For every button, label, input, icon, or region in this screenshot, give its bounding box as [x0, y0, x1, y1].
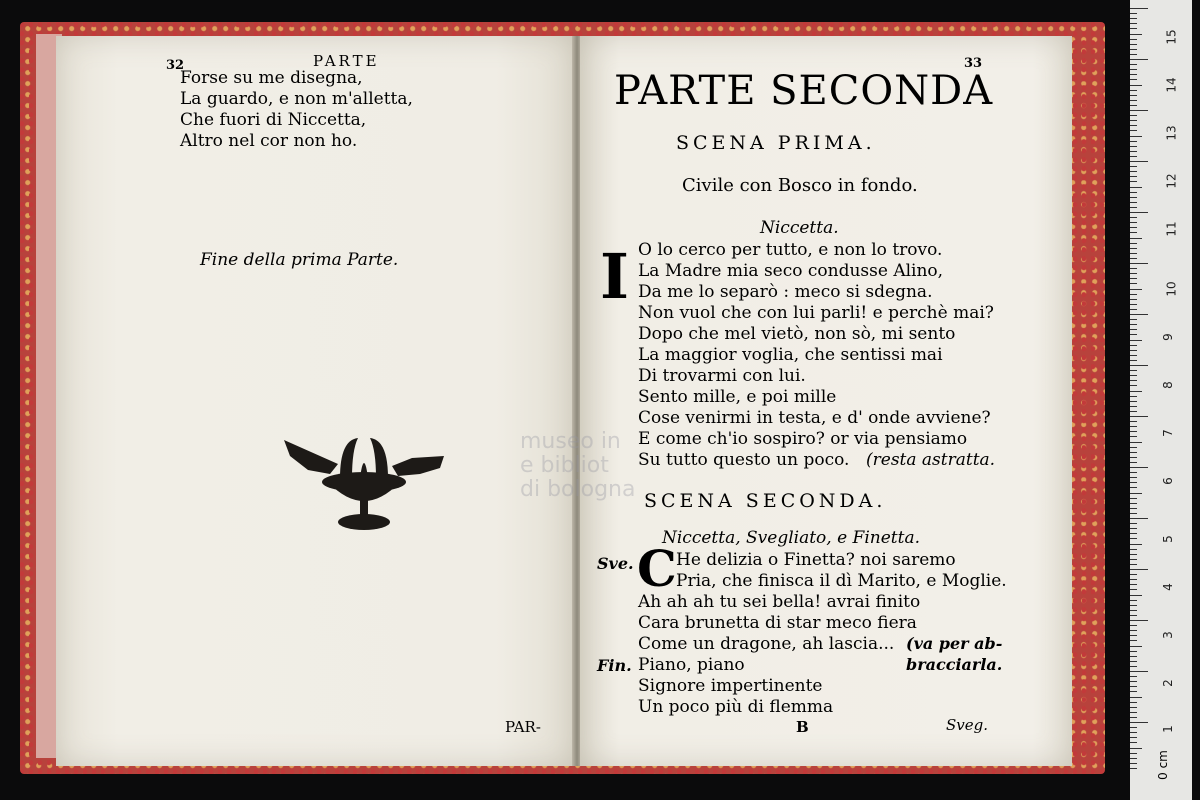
speaker-finetta: Fin.: [597, 656, 632, 675]
watermark-line: museo in: [520, 429, 621, 454]
ruler-tick: [1130, 324, 1137, 325]
verse-line: Non vuol che con lui parli! e perchè mai?: [638, 303, 994, 323]
scene-one-speaker: Niccetta.: [760, 218, 839, 238]
ruler-tick: [1130, 727, 1137, 728]
ruler-tick: [1130, 345, 1137, 346]
ruler-tick: [1130, 651, 1137, 652]
ruler-tick: [1130, 569, 1148, 570]
ruler-tick: [1130, 646, 1142, 647]
ruler-tick: [1130, 477, 1137, 478]
ruler-tick: [1130, 192, 1137, 193]
ruler-tick: [1130, 171, 1137, 172]
ruler-tick: [1130, 620, 1148, 621]
ruler-tick: [1130, 329, 1137, 330]
ruler-tick: [1130, 23, 1137, 24]
ruler-tick: [1130, 518, 1148, 519]
ruler-tick: [1130, 406, 1137, 407]
ruler-tick: [1130, 227, 1137, 228]
ruler-tick: [1130, 141, 1137, 142]
ruler-tick: [1130, 181, 1137, 182]
scene-one-text: [638, 240, 994, 471]
left-page-number: 32: [166, 58, 185, 73]
scene-two-text: [638, 592, 920, 655]
ruler-tick: [1130, 34, 1142, 35]
ruler-tick: [1130, 74, 1137, 75]
ruler-tick: [1130, 207, 1137, 208]
ruler-tick: [1130, 294, 1137, 295]
ruler-tick: [1130, 278, 1137, 279]
ruler-tick: [1130, 610, 1137, 611]
ruler-tick: [1130, 436, 1137, 437]
ruler-tick: [1130, 702, 1137, 703]
ruler-tick: [1130, 90, 1137, 91]
part-title: PARTE SECONDA: [614, 68, 994, 114]
ruler-tick: [1130, 120, 1137, 121]
ruler-tick: [1130, 758, 1137, 759]
ruler-number: 3: [1160, 631, 1175, 639]
ruler-tick: [1130, 595, 1142, 596]
ruler-tick: [1130, 85, 1142, 86]
ruler-tick: [1130, 549, 1137, 550]
ruler-tick: [1130, 166, 1137, 167]
ruler-tick: [1130, 411, 1137, 412]
ruler-tick: [1130, 319, 1137, 320]
ruler-tick: [1130, 722, 1148, 723]
finetta-text: [638, 655, 833, 718]
ruler-number: 11: [1164, 221, 1179, 237]
ruler-tick: [1130, 69, 1137, 70]
ruler-tick: [1130, 161, 1148, 162]
scene-two-line-1: He delizia o Finetta? noi saremo: [676, 550, 956, 570]
left-catchword: PAR-: [505, 718, 541, 736]
ruler-tick: [1130, 416, 1148, 417]
ruler-tick: [1130, 605, 1137, 606]
ruler-number: 4: [1160, 583, 1175, 591]
left-verses: [180, 68, 413, 152]
verse-line: La maggior voglia, che sentissi mai: [638, 345, 943, 365]
ruler-tick: [1130, 584, 1137, 585]
ruler-number: 6: [1160, 477, 1175, 485]
verse-line: La guardo, e non m'alletta,: [180, 89, 413, 109]
ruler-tick: [1130, 666, 1137, 667]
ruler-tick: [1130, 39, 1137, 40]
ruler-tick: [1130, 768, 1137, 769]
ruler-tick: [1130, 538, 1137, 539]
ruler-number: 1: [1160, 725, 1175, 733]
ruler-number: 14: [1164, 77, 1179, 93]
ruler-tick: [1130, 95, 1137, 96]
ruler-tick: [1130, 600, 1137, 601]
ruler-tick: [1130, 130, 1137, 131]
measurement-ruler: [1130, 0, 1192, 800]
verse-line: Come un dragone, ah lascia...: [638, 634, 895, 654]
ruler-tick: [1130, 217, 1137, 218]
ruler-tick: [1130, 640, 1137, 641]
ruler-tick: [1130, 452, 1137, 453]
ruler-tick: [1130, 202, 1137, 203]
ruler-tick: [1130, 697, 1142, 698]
verse-line: Piano, piano: [638, 655, 745, 675]
left-running-head: PARTE: [313, 52, 380, 70]
ruler-tick: [1130, 753, 1137, 754]
ruler-tick: [1130, 691, 1137, 692]
ruler-tick: [1130, 350, 1137, 351]
verse-line: Forse su me disegna,: [180, 68, 363, 88]
verse-line: Cose venirmi in testa, e d' onde avviene?: [638, 408, 991, 428]
ruler-number: 7: [1160, 429, 1175, 437]
ruler-tick: [1130, 615, 1137, 616]
drop-cap-i: I: [600, 240, 630, 313]
ruler-tick: [1130, 232, 1137, 233]
ruler-tick: [1130, 707, 1137, 708]
ruler-tick: [1130, 197, 1137, 198]
verse-line: Sento mille, e poi mille: [638, 387, 837, 407]
ruler-tick: [1130, 156, 1137, 157]
ruler-tick: [1130, 187, 1142, 188]
ruler-tick: [1130, 457, 1137, 458]
ruler-tick: [1130, 59, 1148, 60]
ruler-tick: [1130, 625, 1137, 626]
ruler-tick: [1130, 44, 1137, 45]
ruler-tick: [1130, 289, 1142, 290]
verse-line: La Madre mia seco condusse Alino,: [638, 261, 944, 281]
ruler-tick: [1130, 635, 1137, 636]
verse-line: Di trovarmi con lui.: [638, 366, 806, 386]
ruler-tick: [1130, 763, 1137, 764]
ruler-tick: [1130, 498, 1137, 499]
ruler-tick: [1130, 742, 1137, 743]
ruler-tick: [1130, 681, 1137, 682]
ruler-tick: [1130, 253, 1137, 254]
ruler-tick: [1130, 503, 1137, 504]
ruler-tick: [1130, 559, 1137, 560]
verse-line: Su tutto questo un poco.: [638, 450, 850, 470]
printer-signature: B: [796, 718, 809, 736]
ruler-tick: [1130, 385, 1137, 386]
fountain-ornament-icon: [280, 430, 448, 536]
ruler-tick: [1130, 110, 1148, 111]
ruler-tick: [1130, 589, 1137, 590]
ruler-tick: [1130, 431, 1137, 432]
ruler-tick: [1130, 737, 1137, 738]
ruler-tick: [1130, 554, 1137, 555]
verse-line: O lo cerco per tutto, e non lo trovo.: [638, 240, 943, 260]
ruler-number: 13: [1164, 125, 1179, 141]
verse-line: Che fuori di Niccetta,: [180, 110, 367, 130]
ruler-number: 8: [1160, 381, 1175, 389]
ruler-tick: [1130, 732, 1137, 733]
ruler-tick: [1130, 309, 1137, 310]
scene-two-heading: SCENA SECONDA.: [644, 490, 887, 512]
ruler-tick: [1130, 340, 1142, 341]
ruler-tick: [1130, 380, 1137, 381]
stage-direction: (resta astratta.: [866, 450, 996, 470]
ruler-tick: [1130, 125, 1137, 126]
ruler-tick: [1130, 273, 1137, 274]
right-catchword: Sveg.: [946, 716, 988, 734]
ruler-tick: [1130, 238, 1142, 239]
ruler-number: 5: [1160, 535, 1175, 543]
verse-line: E come ch'io sospiro? or via pensiamo: [638, 429, 968, 449]
ruler-tick: [1130, 365, 1148, 366]
verse-line: Un poco più di flemma: [638, 697, 834, 717]
ruler-tick: [1130, 523, 1137, 524]
ruler-tick: [1130, 136, 1142, 137]
ruler-tick: [1130, 462, 1137, 463]
ruler-tick: [1130, 401, 1137, 402]
ruler-tick: [1130, 442, 1142, 443]
ruler-tick: [1130, 263, 1148, 264]
ruler-tick: [1130, 712, 1137, 713]
ruler-tick: [1130, 334, 1137, 335]
ruler-tick: [1130, 447, 1137, 448]
ruler-tick: [1130, 360, 1137, 361]
ruler-tick: [1130, 656, 1137, 657]
ruler-tick: [1130, 54, 1137, 55]
verse-line: Cara brunetta di star meco fiera: [638, 613, 917, 633]
ruler-tick: [1130, 472, 1137, 473]
right-page-number: 33: [964, 56, 983, 71]
ruler-tick: [1130, 686, 1137, 687]
ruler-tick: [1130, 375, 1137, 376]
ruler-tick: [1130, 151, 1137, 152]
watermark-line: e bibliot: [520, 453, 609, 478]
ruler-tick: [1130, 105, 1137, 106]
watermark-line: di bologna: [520, 477, 636, 502]
ruler-number: 2: [1160, 679, 1175, 687]
scene-two-characters: Niccetta, Svegliato, e Finetta.: [662, 528, 921, 548]
ruler-tick: [1130, 661, 1137, 662]
ruler-tick: [1130, 676, 1137, 677]
stage-direction-embrace-2: bracciarla.: [906, 655, 1003, 674]
drop-cap-c: C: [637, 539, 677, 598]
ruler-tick: [1130, 115, 1137, 116]
ruler-tick: [1130, 574, 1137, 575]
ruler-tick: [1130, 268, 1137, 269]
ruler-tick: [1130, 513, 1137, 514]
ruler-tick: [1130, 528, 1137, 529]
ruler-tick: [1130, 467, 1148, 468]
ruler-tick: [1130, 222, 1137, 223]
ruler-tick: [1130, 370, 1137, 371]
ruler-tick: [1130, 176, 1137, 177]
ruler-tick: [1130, 493, 1142, 494]
ruler-tick: [1130, 391, 1142, 392]
ruler-tick: [1130, 630, 1137, 631]
ruler-tick: [1130, 212, 1148, 213]
stage-direction-embrace-1: (va per ab-: [906, 634, 1003, 653]
ruler-number: 12: [1164, 173, 1179, 189]
ruler-tick: [1130, 421, 1137, 422]
end-of-part-note: Fine della prima Parte.: [200, 250, 399, 270]
speaker-svegliato: Sve.: [597, 554, 634, 573]
scene-one-heading: SCENA PRIMA.: [676, 132, 876, 154]
ruler-number: 9: [1160, 333, 1175, 341]
ruler-tick: [1130, 8, 1148, 9]
ruler-tick: [1130, 243, 1137, 244]
ruler-tick: [1130, 355, 1137, 356]
ruler-tick: [1130, 487, 1137, 488]
scene-setting: Civile con Bosco in fondo.: [682, 175, 918, 196]
ruler-tick: [1130, 314, 1148, 315]
ruler-tick: [1130, 396, 1137, 397]
verse-line: Signore impertinente: [638, 676, 823, 696]
ruler-tick: [1130, 13, 1137, 14]
ruler-tick: [1130, 28, 1137, 29]
ruler-tick: [1130, 482, 1137, 483]
ruler-tick: [1130, 258, 1137, 259]
verse-line: Da me lo separò : meco si sdegna.: [638, 282, 933, 302]
ruler-tick: [1130, 49, 1137, 50]
ruler-tick: [1130, 79, 1137, 80]
ruler-tick: [1130, 283, 1137, 284]
ruler-tick: [1130, 146, 1137, 147]
ruler-tick: [1130, 564, 1137, 565]
ruler-tick: [1130, 426, 1137, 427]
ruler-number: 15: [1164, 29, 1179, 45]
ruler-tick: [1130, 248, 1137, 249]
verse-line: Altro nel cor non ho.: [180, 131, 358, 151]
ruler-tick: [1130, 508, 1137, 509]
ruler-tick: [1130, 100, 1137, 101]
scene-two-line-2: Pria, che finisca il dì Marito, e Moglie.: [676, 571, 1007, 591]
ruler-tick: [1130, 304, 1137, 305]
ruler-tick: [1130, 748, 1142, 749]
ruler-unit: 0 cm: [1155, 750, 1170, 780]
verse-line: Ah ah ah tu sei bella! avrai finito: [638, 592, 921, 612]
ruler-number: 10: [1164, 281, 1179, 297]
ruler-tick: [1130, 533, 1137, 534]
verse-line: Dopo che mel vietò, non sò, mi sento: [638, 324, 956, 344]
ruler-tick: [1130, 18, 1137, 19]
library-watermark: [520, 430, 635, 502]
ruler-tick: [1130, 299, 1137, 300]
ruler-tick: [1130, 671, 1148, 672]
ruler-tick: [1130, 544, 1142, 545]
ruler-tick: [1130, 717, 1137, 718]
ruler-tick: [1130, 64, 1137, 65]
ruler-tick: [1130, 579, 1137, 580]
